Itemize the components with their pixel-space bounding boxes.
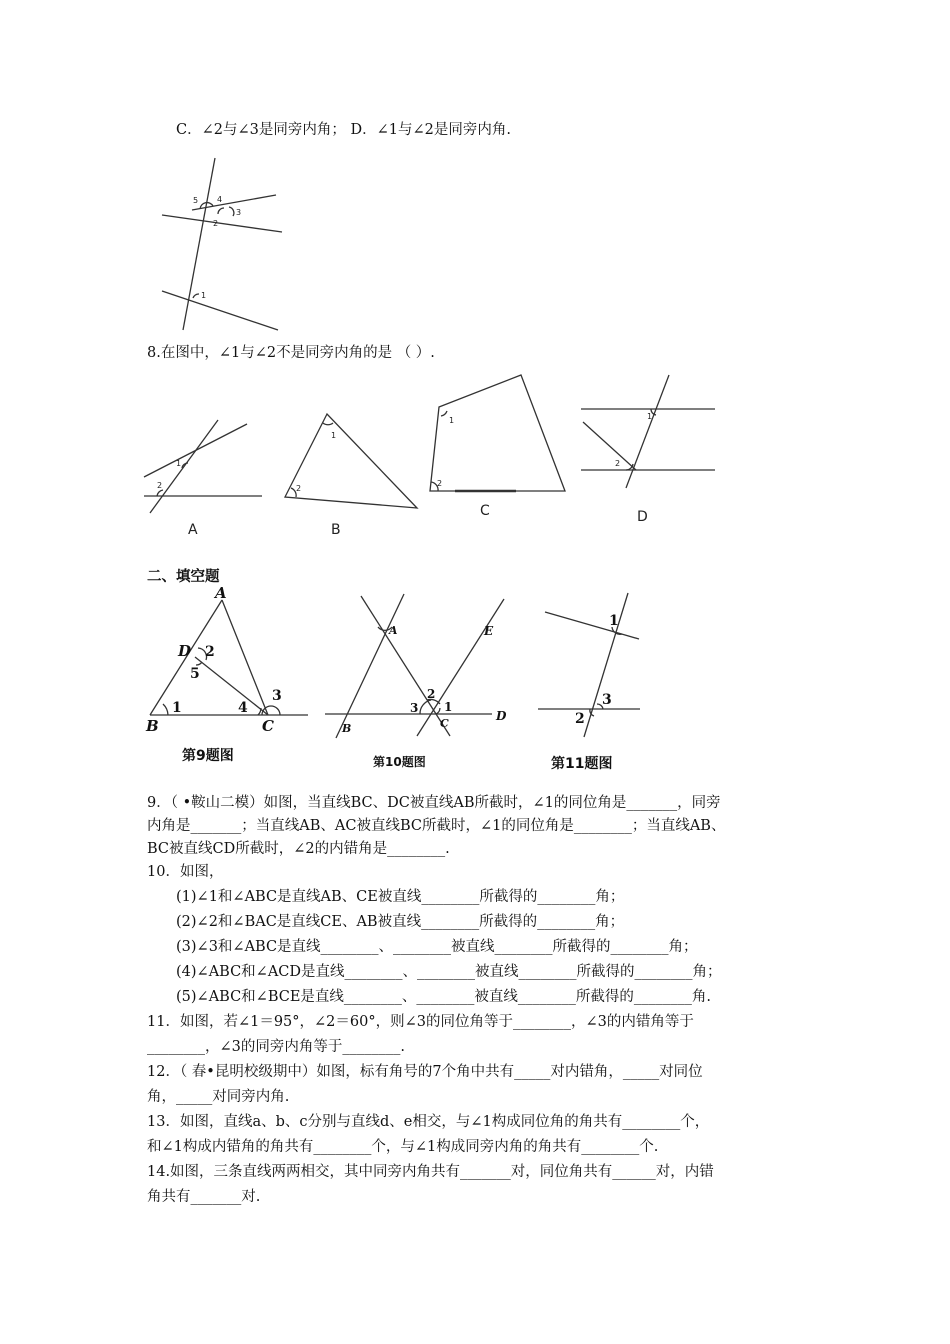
svg-text:3: 3 bbox=[602, 692, 612, 708]
fig7-label-3: 3 bbox=[236, 208, 242, 217]
fig8-label-b: B bbox=[331, 522, 341, 538]
q13-line-2: 和∠1构成内错角的角共有________个，与∠1构成同旁内角的角共有________个. bbox=[147, 1139, 659, 1155]
fig9-point-d: D bbox=[178, 642, 192, 660]
q12-line-1: 12．（ 春•昆明校级期中）如图，标有角号的7个角中共有_____对内错角，_____对同位 bbox=[147, 1064, 703, 1080]
svg-text:3: 3 bbox=[410, 701, 419, 715]
svg-text:2: 2 bbox=[296, 484, 302, 493]
svg-text:2: 2 bbox=[437, 479, 443, 488]
svg-text:D: D bbox=[496, 709, 507, 723]
q10-item-5: (5)∠ABC和∠BCE是直线________、________被直线________所截得的________角. bbox=[176, 989, 712, 1005]
q9-line-1: 9．（ •鞍山二模）如图，当直线BC、DC被直线AB所截时，∠1的同位角是_______，同旁 bbox=[147, 795, 721, 811]
q10-item-2: (2)∠2和∠BAC是直线CE、AB被直线________所截得的________角； bbox=[176, 914, 625, 930]
svg-text:B: B bbox=[342, 722, 352, 735]
section-title: 二、填空题 bbox=[147, 569, 220, 585]
svg-text:2: 2 bbox=[615, 459, 621, 468]
svg-text:1: 1 bbox=[444, 700, 453, 714]
fig9-point-a: A bbox=[215, 584, 227, 602]
svg-text:1: 1 bbox=[609, 613, 619, 629]
q10-stem: 10．如图， bbox=[147, 864, 224, 880]
svg-text:1: 1 bbox=[449, 416, 455, 425]
fig7-label-2: 2 bbox=[213, 219, 219, 228]
svg-text:2: 2 bbox=[157, 481, 163, 490]
fig9 bbox=[145, 584, 308, 764]
q12-line-2: 角，_____对同旁内角. bbox=[147, 1089, 290, 1105]
fig7-label-4: 4 bbox=[217, 195, 223, 204]
svg-text:2: 2 bbox=[205, 644, 215, 660]
fig9-caption: 第9题图 bbox=[182, 748, 234, 764]
q8-stem: 8.在图中，∠1与∠2不是同旁内角的是 （ ）. bbox=[147, 345, 435, 361]
svg-text:2: 2 bbox=[575, 711, 585, 727]
svg-text:1: 1 bbox=[172, 700, 182, 716]
svg-text:1: 1 bbox=[176, 459, 182, 468]
svg-text:1: 1 bbox=[647, 412, 653, 421]
svg-text:3: 3 bbox=[272, 688, 282, 704]
q14-line-2: 角共有_______对. bbox=[147, 1189, 261, 1205]
svg-text:1: 1 bbox=[331, 431, 337, 440]
fig9-point-c: C bbox=[262, 717, 274, 735]
fig11-caption: 第11题图 bbox=[551, 756, 613, 772]
fig10-caption: 第10题图 bbox=[373, 755, 426, 769]
q11-line-1: 11．如图，若∠1＝95°，∠2＝60°，则∠3的同位角等于________，∠3的内错角等于 bbox=[147, 1014, 694, 1030]
svg-text:4: 4 bbox=[238, 700, 248, 716]
q10-item-4: (4)∠ABC和∠ACD是直线________、________被直线________所截得的________角； bbox=[176, 964, 722, 980]
svg-text:2: 2 bbox=[427, 687, 436, 701]
svg-text:A: A bbox=[389, 624, 398, 637]
q9-line-3: BC被直线CD所截时，∠2的内错角是________. bbox=[147, 841, 450, 857]
fig8-label-a: A bbox=[188, 522, 198, 538]
svg-text:C: C bbox=[440, 717, 449, 730]
fig7-label-1: 1 bbox=[201, 291, 207, 300]
q9-line-2: 内角是_______；当直线AB、AC被直线BC所截时，∠1的同位角是________；当直线AB、 bbox=[147, 818, 726, 834]
fig8-label-c: C bbox=[480, 503, 490, 519]
fig7-label-5: 5 bbox=[193, 196, 199, 205]
svg-text:E: E bbox=[484, 624, 494, 638]
svg-text:5: 5 bbox=[190, 666, 200, 682]
q10-item-3: (3)∠3和∠ABC是直线________、________被直线________所截得的________角； bbox=[176, 939, 698, 955]
q10-item-1: (1)∠1和∠ABC是直线AB、CE被直线________所截得的________角； bbox=[176, 889, 625, 905]
fig8-label-d: D bbox=[637, 509, 648, 525]
fig9-point-b: B bbox=[146, 717, 159, 735]
q13-line-1: 13．如图，直线a、b、c分别与直线d、e相交，与∠1构成同位角的角共有________个， bbox=[147, 1114, 710, 1130]
q14-line-1: 14.如图，三条直线两两相交，其中同旁内角共有_______对，同位角共有______对，内错 bbox=[147, 1164, 714, 1180]
q11-line-2: ________，∠3的同旁内角等于________. bbox=[147, 1039, 405, 1055]
q7-options-c-d: C．∠2与∠3是同旁内角； D．∠1与∠2是同旁内角. bbox=[176, 122, 511, 138]
fig11 bbox=[538, 593, 640, 772]
fig10 bbox=[325, 594, 507, 769]
